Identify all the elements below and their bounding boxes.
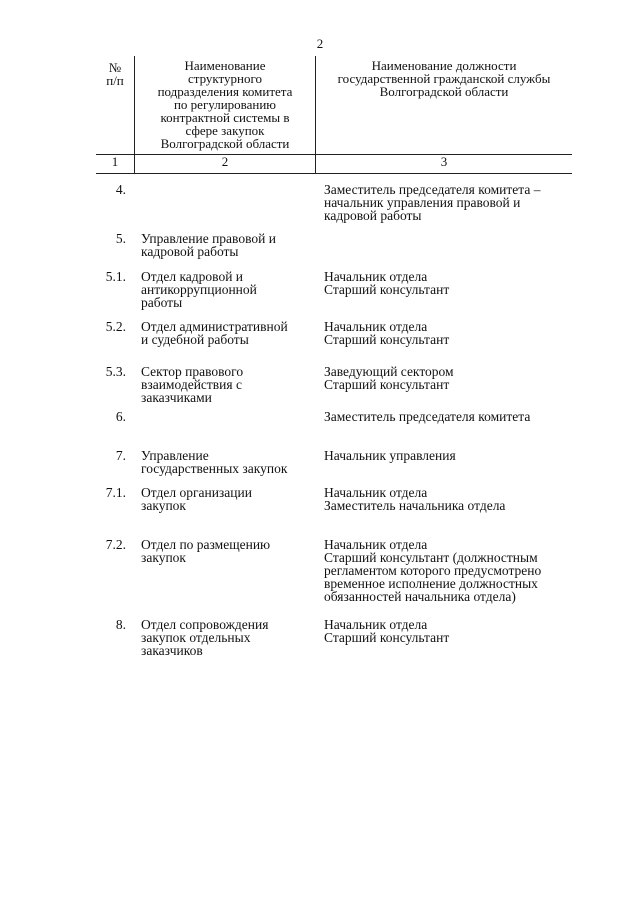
unit-name-line: взаимодействия с xyxy=(141,377,242,392)
position-line: Начальник отдела xyxy=(324,617,428,632)
unit-name-line: Отдел по размещению xyxy=(141,537,271,552)
unit-name-line: и судебной работы xyxy=(141,332,249,347)
unit-name-line: кадровой работы xyxy=(141,244,239,259)
position-list xyxy=(324,410,578,423)
position-list xyxy=(324,365,578,391)
unit-name-line: Управление xyxy=(141,448,209,463)
unit-name xyxy=(141,486,311,512)
header-text-line: Наименование xyxy=(184,58,266,73)
unit-name-line: заказчиков xyxy=(141,643,203,658)
unit-name-line: Отдел организации xyxy=(141,485,252,500)
unit-name xyxy=(141,538,311,564)
position-list xyxy=(324,538,578,603)
header-table xyxy=(96,56,572,174)
unit-name-line: работы xyxy=(141,295,183,310)
position-line: Старший консультант xyxy=(324,377,450,392)
position-line: Старший консультант xyxy=(324,332,450,347)
position-list xyxy=(324,320,578,346)
header-col-number xyxy=(96,56,135,155)
unit-name-line: Управление правовой и xyxy=(141,231,276,246)
header-text-line: сфере закупок xyxy=(185,123,265,138)
unit-name-line: закупок отдельных xyxy=(141,630,251,645)
row-number: 7. xyxy=(115,448,126,463)
unit-name xyxy=(141,365,311,404)
header-index-2: 2 xyxy=(135,155,316,174)
position-line: начальник управления правовой и xyxy=(324,195,521,210)
position-line: Старший консультант xyxy=(324,630,450,645)
position-line: Заместитель председателя комитета – xyxy=(324,182,541,197)
unit-name xyxy=(141,320,311,346)
header-text-line: Наименование должности xyxy=(371,58,517,73)
unit-name-line: государственных закупок xyxy=(141,461,288,476)
unit-name-line: антикоррупционной xyxy=(141,282,257,297)
unit-name-line: заказчиками xyxy=(141,390,212,405)
position-list xyxy=(324,183,578,222)
row-number: 6. xyxy=(115,409,126,424)
position-line: Заведующий сектором xyxy=(324,364,454,379)
row-number: 7.1. xyxy=(105,485,126,500)
header-text-line: структурного xyxy=(187,71,263,86)
row-number: 4. xyxy=(115,182,126,197)
header-text-line: государственной гражданской службы xyxy=(337,71,551,86)
unit-name-line: Отдел административной xyxy=(141,319,288,334)
header-col-position xyxy=(316,56,573,155)
position-line: Начальник отдела xyxy=(324,319,428,334)
position-line: обязанностей начальника отдела) xyxy=(324,589,516,604)
header-text-line: п/п xyxy=(106,73,124,88)
position-line: Старший консультант xyxy=(324,282,450,297)
unit-name xyxy=(141,449,311,475)
header-col-unit xyxy=(135,56,316,155)
unit-name-line: Отдел сопровождения xyxy=(141,617,269,632)
position-line: Начальник отдела xyxy=(324,269,428,284)
position-list xyxy=(324,618,578,644)
position-line: Старший консультант (должностным xyxy=(324,550,538,565)
row-number: 5. xyxy=(115,231,126,246)
row-number: 7.2. xyxy=(105,537,126,552)
header-index-1: 1 xyxy=(96,155,135,174)
unit-name xyxy=(141,270,311,309)
header-text-line: по регулированию xyxy=(173,97,277,112)
row-number: 8. xyxy=(115,617,126,632)
unit-name xyxy=(141,232,311,258)
position-list xyxy=(324,270,578,296)
row-number: 5.1. xyxy=(105,269,126,284)
unit-name xyxy=(141,618,311,657)
header-text-line: Волгоградской области xyxy=(379,84,509,99)
page-number: 2 xyxy=(316,36,324,51)
header-text-line: № xyxy=(108,60,122,75)
position-list xyxy=(324,486,578,512)
header-index-3: 3 xyxy=(316,155,573,174)
position-line: кадровой работы xyxy=(324,208,422,223)
header-text-line: подразделения комитета xyxy=(157,84,293,99)
header-text-line: контрактной системы в xyxy=(160,110,290,125)
position-line: временное исполнение должностных xyxy=(324,576,538,591)
position-line: Начальник управления xyxy=(324,448,456,463)
position-line: регламентом которого предусмотрено xyxy=(324,563,542,578)
unit-name-line: Отдел кадровой и xyxy=(141,269,244,284)
position-line: Заместитель председателя комитета xyxy=(324,409,531,424)
row-number: 5.2. xyxy=(105,319,126,334)
position-line: Начальник отдела xyxy=(324,485,428,500)
position-list xyxy=(324,449,578,462)
position-line: Заместитель начальника отдела xyxy=(324,498,506,513)
unit-name-line: закупок xyxy=(141,550,186,565)
row-number: 5.3. xyxy=(105,364,126,379)
header-text-line: Волгоградской области xyxy=(160,136,290,151)
position-line: Начальник отдела xyxy=(324,537,428,552)
unit-name-line: закупок xyxy=(141,498,186,513)
unit-name-line: Сектор правового xyxy=(141,364,244,379)
